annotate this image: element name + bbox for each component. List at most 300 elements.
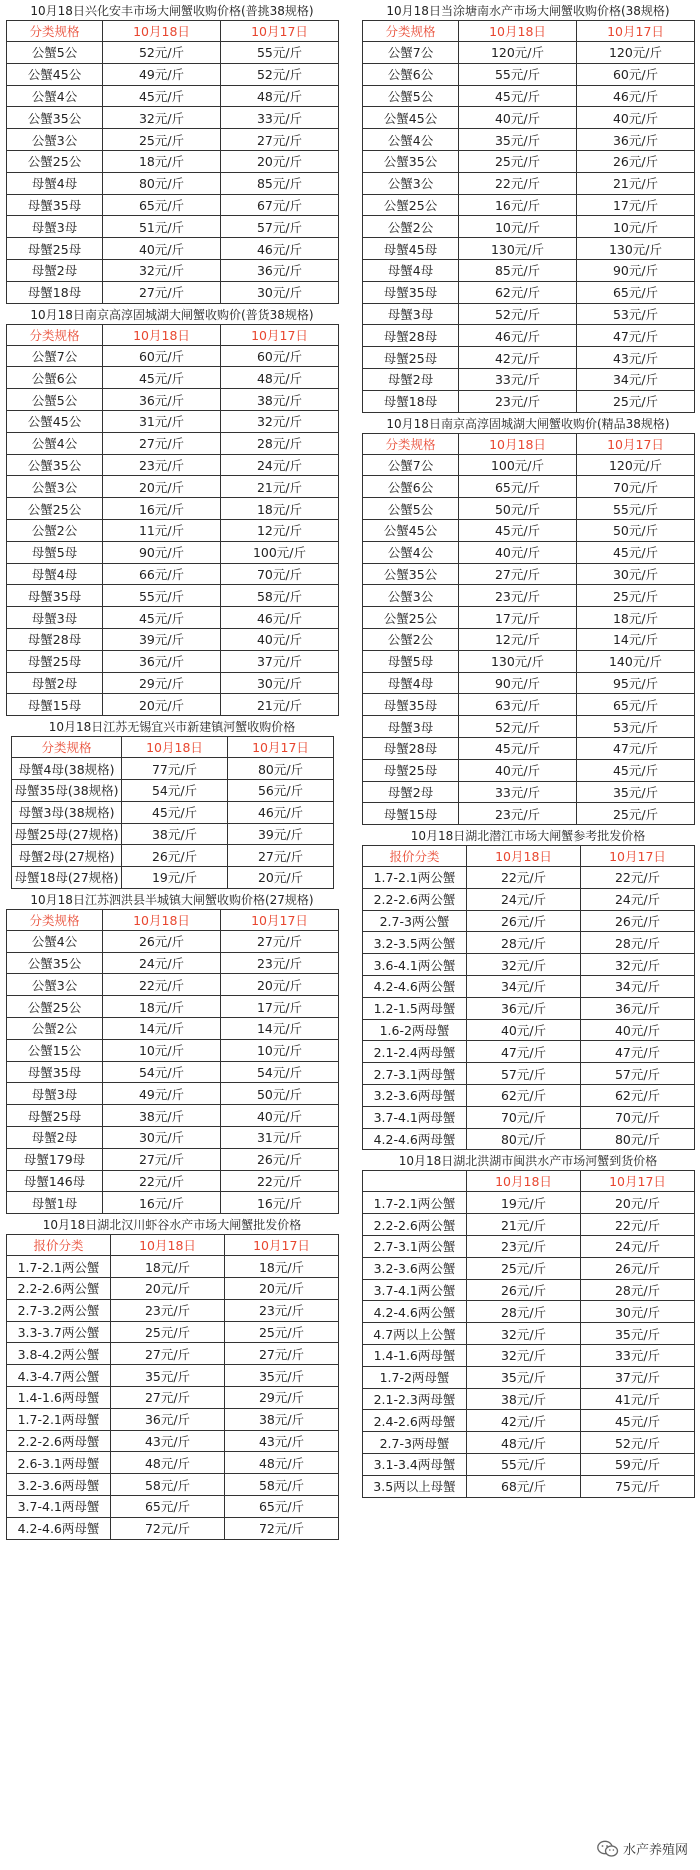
price-today-cell: 32元/斤	[467, 1345, 581, 1367]
spec-cell: 2.2-2.6两公蟹	[363, 888, 467, 910]
price-prev-cell: 70元/斤	[581, 1106, 695, 1128]
price-prev-cell: 47元/斤	[577, 737, 695, 759]
table-title: 10月18日江苏无锡宜兴市新建镇河蟹收购价格	[48, 720, 296, 735]
table-row	[363, 1475, 695, 1497]
spec-cell: 4.2-4.6两母蟹	[363, 1128, 467, 1150]
table-row	[363, 1345, 695, 1367]
spec-cell: 公蟹2公	[7, 519, 103, 541]
table-row	[7, 107, 339, 129]
price-prev-cell: 56元/斤	[228, 779, 334, 801]
table-row	[7, 1148, 339, 1170]
table-row	[363, 1279, 695, 1301]
price-prev-cell: 70元/斤	[221, 563, 339, 585]
spec-cell: 3.2-3.6两母蟹	[7, 1474, 111, 1496]
price-today-cell: 23元/斤	[459, 390, 577, 412]
table-row	[363, 150, 695, 172]
price-prev-cell: 41元/斤	[581, 1388, 695, 1410]
spec-cell: 2.7-3.1两母蟹	[363, 1063, 467, 1085]
price-prev-cell: 28元/斤	[221, 432, 339, 454]
price-table-block	[6, 889, 338, 1214]
price-prev-cell: 120元/斤	[577, 454, 695, 476]
price-today-cell: 39元/斤	[103, 628, 221, 650]
table-row	[363, 238, 695, 260]
column-header: 报价分类	[7, 1235, 111, 1256]
price-prev-cell: 70元/斤	[577, 476, 695, 498]
price-today-cell: 36元/斤	[103, 650, 221, 672]
price-today-cell: 14元/斤	[103, 1018, 221, 1040]
table-row	[363, 1323, 695, 1345]
price-prev-cell: 23元/斤	[221, 952, 339, 974]
table-row	[363, 607, 695, 629]
price-today-cell: 58元/斤	[111, 1474, 225, 1496]
column-header: 分类规格	[12, 737, 122, 758]
table-row	[7, 1192, 339, 1214]
price-prev-cell: 95元/斤	[577, 672, 695, 694]
price-today-cell: 23元/斤	[467, 1236, 581, 1258]
table-row	[363, 954, 695, 976]
table-row	[363, 390, 695, 412]
table-row	[7, 1039, 339, 1061]
spec-cell: 母蟹25母	[363, 759, 459, 781]
price-today-cell: 23元/斤	[459, 585, 577, 607]
price-today-cell: 47元/斤	[467, 1041, 581, 1063]
price-prev-cell: 24元/斤	[581, 888, 695, 910]
table-row	[363, 519, 695, 541]
price-prev-cell: 67元/斤	[221, 194, 339, 216]
column-header: 10月18日	[467, 846, 581, 867]
spec-cell: 公蟹35公	[7, 107, 103, 129]
price-prev-cell: 59元/斤	[581, 1454, 695, 1476]
table-row	[7, 930, 339, 952]
price-table	[6, 20, 339, 304]
price-today-cell: 28元/斤	[467, 1301, 581, 1323]
table-row	[7, 650, 339, 672]
table-row	[363, 1106, 695, 1128]
price-today-cell: 12元/斤	[459, 628, 577, 650]
watermark-text: 水产养殖网	[622, 1843, 688, 1858]
price-today-cell: 23元/斤	[111, 1299, 225, 1321]
column-header: 10月17日	[581, 846, 695, 867]
spec-cell: 1.2-1.5两母蟹	[363, 997, 467, 1019]
spec-cell: 母蟹2母(27规格)	[12, 845, 122, 867]
table-row	[363, 888, 695, 910]
price-today-cell: 18元/斤	[111, 1256, 225, 1278]
table-row	[7, 238, 339, 260]
price-today-cell: 35元/斤	[111, 1365, 225, 1387]
table-row	[7, 585, 339, 607]
price-prev-cell: 48元/斤	[225, 1452, 339, 1474]
table-row	[7, 85, 339, 107]
table-row	[12, 758, 334, 780]
price-today-cell: 24元/斤	[103, 952, 221, 974]
price-prev-cell: 37元/斤	[581, 1366, 695, 1388]
price-today-cell: 51元/斤	[103, 216, 221, 238]
spec-cell: 公蟹25公	[7, 498, 103, 520]
table-row	[363, 910, 695, 932]
price-today-cell: 65元/斤	[103, 194, 221, 216]
table-header-row	[363, 21, 695, 42]
table-header-row	[363, 1171, 695, 1192]
spec-cell: 4.2-4.6两公蟹	[363, 1301, 467, 1323]
spec-cell: 母蟹2母	[7, 259, 103, 281]
price-prev-cell: 55元/斤	[221, 42, 339, 64]
price-today-cell: 48元/斤	[467, 1432, 581, 1454]
table-title: 10月18日湖北洪湖市闽洪水产市场河蟹到货价格	[398, 1154, 658, 1169]
table-row	[363, 759, 695, 781]
spec-cell: 公蟹2公	[7, 1018, 103, 1040]
spec-cell: 母蟹3母	[7, 1083, 103, 1105]
spec-cell: 母蟹35母	[363, 281, 459, 303]
price-prev-cell: 40元/斤	[577, 107, 695, 129]
right-column	[362, 0, 694, 1498]
spec-cell: 母蟹5母	[7, 541, 103, 563]
table-row	[363, 454, 695, 476]
table-row	[363, 107, 695, 129]
price-prev-cell: 20元/斤	[581, 1192, 695, 1214]
table-row	[7, 1430, 339, 1452]
price-today-cell: 27元/斤	[459, 563, 577, 585]
table-row	[7, 129, 339, 151]
price-today-cell: 40元/斤	[459, 541, 577, 563]
price-today-cell: 90元/斤	[459, 672, 577, 694]
price-today-cell: 27元/斤	[103, 281, 221, 303]
price-prev-cell: 22元/斤	[581, 1214, 695, 1236]
table-row	[363, 303, 695, 325]
table-row	[363, 476, 695, 498]
price-prev-cell: 80元/斤	[581, 1128, 695, 1150]
spec-cell: 公蟹25公	[363, 194, 459, 216]
price-today-cell: 20元/斤	[111, 1278, 225, 1300]
spec-cell: 母蟹25母	[7, 650, 103, 672]
spec-cell: 1.7-2.1两公蟹	[363, 867, 467, 889]
price-prev-cell: 27元/斤	[228, 845, 334, 867]
price-prev-cell: 36元/斤	[221, 259, 339, 281]
price-today-cell: 24元/斤	[467, 888, 581, 910]
price-today-cell: 33元/斤	[459, 781, 577, 803]
spec-cell: 3.2-3.6两公蟹	[363, 1257, 467, 1279]
price-today-cell: 80元/斤	[467, 1128, 581, 1150]
price-prev-cell: 45元/斤	[581, 1410, 695, 1432]
spec-cell: 3.6-4.1两公蟹	[363, 954, 467, 976]
price-today-cell: 40元/斤	[459, 759, 577, 781]
price-prev-cell: 57元/斤	[581, 1063, 695, 1085]
price-prev-cell: 35元/斤	[225, 1365, 339, 1387]
price-prev-cell: 38元/斤	[225, 1408, 339, 1430]
table-row	[363, 672, 695, 694]
table-row	[363, 628, 695, 650]
table-row	[7, 607, 339, 629]
price-prev-cell: 65元/斤	[577, 694, 695, 716]
price-table	[362, 845, 695, 1150]
column-header	[363, 1171, 467, 1192]
price-prev-cell: 10元/斤	[577, 216, 695, 238]
price-prev-cell: 45元/斤	[577, 759, 695, 781]
price-today-cell: 30元/斤	[103, 1127, 221, 1149]
price-today-cell: 26元/斤	[103, 930, 221, 952]
spec-cell: 母蟹4母(38规格)	[12, 758, 122, 780]
price-today-cell: 40元/斤	[459, 107, 577, 129]
table-row	[363, 1214, 695, 1236]
column-header: 10月18日	[103, 909, 221, 930]
price-today-cell: 38元/斤	[103, 1105, 221, 1127]
price-prev-cell: 53元/斤	[577, 716, 695, 738]
table-row	[7, 1517, 339, 1539]
price-today-cell: 90元/斤	[103, 541, 221, 563]
spec-cell: 1.4-1.6两母蟹	[363, 1345, 467, 1367]
price-today-cell: 68元/斤	[467, 1475, 581, 1497]
table-row	[7, 1083, 339, 1105]
spec-cell: 公蟹4公	[363, 129, 459, 151]
spec-cell: 母蟹35母(38规格)	[12, 779, 122, 801]
table-row	[7, 389, 339, 411]
spec-cell: 2.7-3两母蟹	[363, 1432, 467, 1454]
table-row	[363, 1388, 695, 1410]
price-prev-cell: 58元/斤	[225, 1474, 339, 1496]
table-row	[363, 1454, 695, 1476]
table-row	[7, 1061, 339, 1083]
price-table	[6, 1234, 339, 1539]
price-today-cell: 70元/斤	[467, 1106, 581, 1128]
table-row	[363, 781, 695, 803]
spec-cell: 母蟹25母	[7, 1105, 103, 1127]
table-row	[7, 216, 339, 238]
spec-cell: 母蟹28母	[7, 628, 103, 650]
table-row	[363, 976, 695, 998]
table-row	[7, 1278, 339, 1300]
price-prev-cell: 20元/斤	[221, 150, 339, 172]
spec-cell: 3.5两以上母蟹	[363, 1475, 467, 1497]
price-today-cell: 43元/斤	[111, 1430, 225, 1452]
price-prev-cell: 22元/斤	[581, 867, 695, 889]
spec-cell: 公蟹2公	[363, 216, 459, 238]
price-prev-cell: 35元/斤	[581, 1323, 695, 1345]
price-today-cell: 50元/斤	[459, 498, 577, 520]
price-today-cell: 16元/斤	[103, 1192, 221, 1214]
price-prev-cell: 21元/斤	[221, 694, 339, 716]
column-header: 分类规格	[7, 909, 103, 930]
table-row	[7, 281, 339, 303]
price-prev-cell: 27元/斤	[221, 930, 339, 952]
price-today-cell: 52元/斤	[459, 716, 577, 738]
column-header: 10月18日	[111, 1235, 225, 1256]
table-row	[7, 1408, 339, 1430]
spec-cell: 4.7两以上公蟹	[363, 1323, 467, 1345]
table-row	[7, 1105, 339, 1127]
price-prev-cell: 46元/斤	[221, 238, 339, 260]
price-table	[6, 909, 339, 1214]
spec-cell: 公蟹4公	[7, 930, 103, 952]
price-prev-cell: 100元/斤	[221, 541, 339, 563]
spec-cell: 母蟹25母	[363, 347, 459, 369]
price-prev-cell: 25元/斤	[577, 803, 695, 825]
price-prev-cell: 18元/斤	[577, 607, 695, 629]
price-prev-cell: 52元/斤	[221, 63, 339, 85]
table-row	[363, 1301, 695, 1323]
price-prev-cell: 18元/斤	[221, 498, 339, 520]
price-prev-cell: 32元/斤	[221, 410, 339, 432]
table-row	[7, 1496, 339, 1518]
price-prev-cell: 14元/斤	[221, 1018, 339, 1040]
spec-cell: 2.2-2.6两公蟹	[7, 1278, 111, 1300]
price-table	[6, 324, 339, 717]
table-title: 10月18日南京高淳固城湖大闸蟹收购价(普货38规格)	[30, 307, 314, 322]
price-today-cell: 42元/斤	[459, 347, 577, 369]
price-today-cell: 130元/斤	[459, 650, 577, 672]
table-row	[363, 347, 695, 369]
spec-cell: 母蟹18母	[7, 281, 103, 303]
spec-cell: 公蟹3公	[363, 172, 459, 194]
price-today-cell: 65元/斤	[459, 476, 577, 498]
price-today-cell: 22元/斤	[103, 1170, 221, 1192]
price-table-block	[6, 716, 338, 889]
table-header-row	[363, 846, 695, 867]
price-prev-cell: 53元/斤	[577, 303, 695, 325]
price-prev-cell: 17元/斤	[221, 996, 339, 1018]
table-title: 10月18日当涂塘南水产市场大闸蟹收购价格(38规格)	[386, 4, 670, 18]
price-prev-cell: 30元/斤	[581, 1301, 695, 1323]
table-row	[363, 1410, 695, 1432]
column-header: 10月17日	[581, 1171, 695, 1192]
price-prev-cell: 29元/斤	[225, 1387, 339, 1409]
price-prev-cell: 37元/斤	[221, 650, 339, 672]
price-today-cell: 60元/斤	[103, 345, 221, 367]
price-prev-cell: 21元/斤	[221, 476, 339, 498]
table-row	[7, 259, 339, 281]
price-today-cell: 32元/斤	[103, 107, 221, 129]
price-today-cell: 42元/斤	[467, 1410, 581, 1432]
spec-cell: 母蟹5母	[363, 650, 459, 672]
table-row	[363, 1063, 695, 1085]
price-prev-cell: 26元/斤	[577, 150, 695, 172]
price-today-cell: 45元/斤	[103, 607, 221, 629]
table-header-row	[7, 909, 339, 930]
price-today-cell: 54元/斤	[103, 1061, 221, 1083]
spec-cell: 公蟹3公	[363, 585, 459, 607]
spec-cell: 3.2-3.6两母蟹	[363, 1085, 467, 1107]
column-header: 10月17日	[577, 433, 695, 454]
spec-cell: 4.3-4.7两公蟹	[7, 1365, 111, 1387]
price-today-cell: 16元/斤	[103, 498, 221, 520]
table-row	[7, 42, 339, 64]
price-today-cell: 32元/斤	[467, 954, 581, 976]
price-prev-cell: 120元/斤	[577, 42, 695, 64]
price-prev-cell: 20元/斤	[225, 1278, 339, 1300]
price-prev-cell: 28元/斤	[581, 932, 695, 954]
column-header: 分类规格	[7, 21, 103, 42]
spec-cell: 公蟹7公	[363, 454, 459, 476]
price-today-cell: 35元/斤	[459, 129, 577, 151]
price-table	[362, 20, 695, 413]
price-today-cell: 66元/斤	[103, 563, 221, 585]
table-row	[7, 952, 339, 974]
price-prev-cell: 27元/斤	[225, 1343, 339, 1365]
column-header: 分类规格	[7, 324, 103, 345]
price-prev-cell: 45元/斤	[577, 541, 695, 563]
table-row	[7, 1387, 339, 1409]
spec-cell: 公蟹25公	[7, 996, 103, 1018]
spec-cell: 母蟹3母	[7, 607, 103, 629]
spec-cell: 2.7-3.1两公蟹	[363, 1236, 467, 1258]
column-header: 10月18日	[467, 1171, 581, 1192]
price-prev-cell: 85元/斤	[221, 172, 339, 194]
table-row	[7, 63, 339, 85]
price-table-block	[362, 413, 694, 826]
price-prev-cell: 26元/斤	[221, 1148, 339, 1170]
table-row	[12, 867, 334, 889]
table-row	[7, 498, 339, 520]
table-row	[363, 216, 695, 238]
spec-cell: 母蟹25母	[7, 238, 103, 260]
wechat-icon	[597, 1840, 619, 1858]
price-today-cell: 25元/斤	[467, 1257, 581, 1279]
column-header: 分类规格	[363, 21, 459, 42]
table-row	[363, 1257, 695, 1279]
price-prev-cell: 25元/斤	[225, 1321, 339, 1343]
price-prev-cell: 36元/斤	[581, 997, 695, 1019]
price-prev-cell: 57元/斤	[221, 216, 339, 238]
price-prev-cell: 34元/斤	[577, 368, 695, 390]
column-header: 10月17日	[225, 1235, 339, 1256]
price-prev-cell: 30元/斤	[221, 281, 339, 303]
price-prev-cell: 46元/斤	[221, 607, 339, 629]
price-today-cell: 55元/斤	[103, 585, 221, 607]
table-row	[7, 410, 339, 432]
spec-cell: 公蟹45公	[363, 107, 459, 129]
table-row	[7, 1170, 339, 1192]
price-prev-cell: 40元/斤	[221, 1105, 339, 1127]
price-today-cell: 22元/斤	[103, 974, 221, 996]
price-prev-cell: 50元/斤	[221, 1083, 339, 1105]
spec-cell: 2.2-2.6两母蟹	[7, 1430, 111, 1452]
table-row	[363, 1041, 695, 1063]
price-prev-cell: 130元/斤	[577, 238, 695, 260]
spec-cell: 公蟹45公	[363, 519, 459, 541]
price-today-cell: 48元/斤	[111, 1452, 225, 1474]
price-table-block	[6, 304, 338, 717]
spec-cell: 母蟹15母	[363, 803, 459, 825]
price-prev-cell: 24元/斤	[581, 1236, 695, 1258]
price-prev-cell: 25元/斤	[577, 585, 695, 607]
spec-cell: 母蟹2母	[363, 368, 459, 390]
spec-cell: 2.2-2.6两公蟹	[363, 1214, 467, 1236]
spec-cell: 公蟹7公	[363, 42, 459, 64]
table-row	[7, 519, 339, 541]
price-today-cell: 120元/斤	[459, 42, 577, 64]
spec-cell: 3.7-4.1两母蟹	[363, 1106, 467, 1128]
table-row	[7, 1127, 339, 1149]
table-row	[12, 801, 334, 823]
price-today-cell: 25元/斤	[459, 150, 577, 172]
spec-cell: 母蟹3母	[7, 216, 103, 238]
table-row	[7, 563, 339, 585]
price-prev-cell: 48元/斤	[221, 367, 339, 389]
table-row	[7, 996, 339, 1018]
spec-cell: 3.7-4.1两母蟹	[7, 1496, 111, 1518]
price-prev-cell: 17元/斤	[577, 194, 695, 216]
column-header: 10月18日	[103, 21, 221, 42]
spec-cell: 母蟹18母	[363, 390, 459, 412]
table-row	[363, 259, 695, 281]
spec-cell: 4.2-4.6两公蟹	[363, 976, 467, 998]
table-title: 10月18日兴化安丰市场大闸蟹收购价格(普挑38规格)	[30, 4, 314, 18]
table-row	[363, 867, 695, 889]
table-row	[363, 85, 695, 107]
price-prev-cell: 60元/斤	[221, 345, 339, 367]
spec-cell: 母蟹28母	[363, 325, 459, 347]
spec-cell: 公蟹35公	[7, 454, 103, 476]
spec-cell: 公蟹25公	[363, 607, 459, 629]
price-prev-cell: 26元/斤	[581, 1257, 695, 1279]
